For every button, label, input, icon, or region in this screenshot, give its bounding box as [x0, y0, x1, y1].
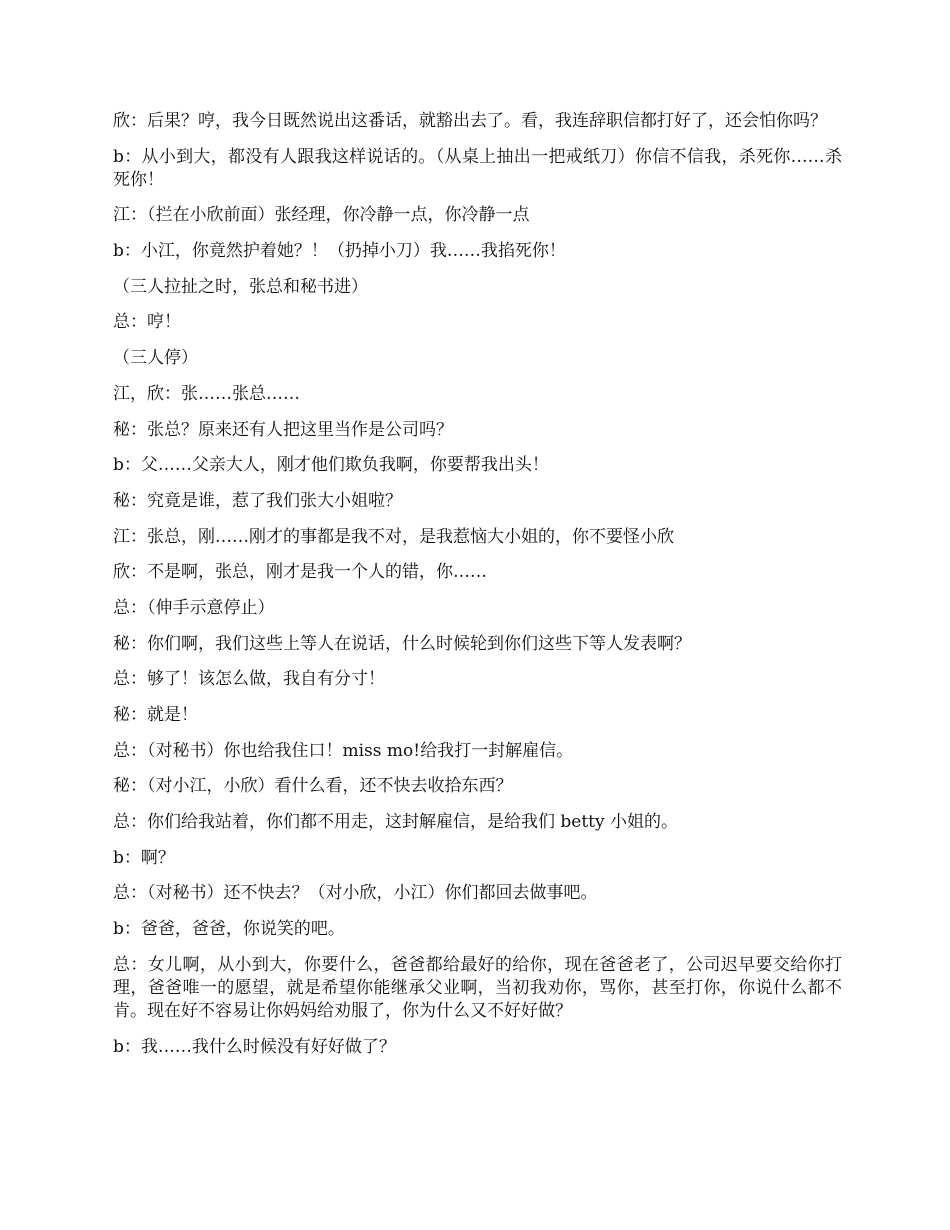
script-line: b：小江，你竟然护着她？！（扔掉小刀）我……我掐死你！ — [113, 241, 566, 262]
script-line: 总：女儿啊，从小到大，你要什么，爸爸都给最好的给你，现在爸爸老了，公司迟早要交给你打理，爸爸唯一的愿望，就是希望你能继承父业啊，当初我劝你，骂你，甚至打你，你说什么都不肯。现在好不容易让你妈妈给劝服了，你为什么又不好好做？ — [113, 954, 842, 1021]
script-line: b：啊？ — [113, 847, 175, 868]
script-line: 江：张总，刚……刚才的事都是我不对，是我惹恼大小姐的，你不要怪小欣 — [113, 526, 674, 547]
script-line: b：我……我什么时候没有好好做了？ — [113, 1036, 396, 1057]
script-line: 秘：你们啊，我们这些上等人在说话，什么时候轮到你们这些下等人发表啊？ — [113, 633, 691, 654]
stage-direction: （三人拉扯之时，张总和秘书进） — [113, 276, 368, 297]
stage-direction: （三人停） — [113, 348, 198, 369]
script-line: b：父……父亲大人，刚才他们欺负我啊，你要帮我出头！ — [113, 455, 549, 476]
script-line: 欣：不是啊，张总，刚才是我一个人的错，你…… — [113, 562, 487, 583]
script-line: b：爸爸，爸爸，你说笑的吧。 — [113, 919, 345, 940]
script-line: b：从小到大，都没有人跟我这样说话的。（从桌上抽出一把戒纸刀）你信不信我，杀死你……杀死你！ — [113, 146, 842, 190]
script-line: 江，欣：张……张总…… — [113, 383, 300, 404]
script-line: 总：（对秘书）你也给我住口！miss mo!给我打一封解雇信。 — [113, 740, 574, 761]
script-line: 江：（拦在小欣前面）张经理，你冷静一点，你冷静一点 — [113, 205, 530, 226]
script-line: 秘：张总？原来还有人把这里当作是公司吗？ — [113, 419, 453, 440]
script-line: 秘：究竟是谁，惹了我们张大小姐啦？ — [113, 490, 402, 511]
script-line: 秘：（对小江，小欣）看什么看，还不快去收拾东西？ — [113, 776, 513, 797]
script-line: 总：（伸手示意停止） — [113, 597, 275, 618]
script-line: 秘：就是！ — [113, 705, 198, 725]
script-line: 总：你们给我站着，你们都不用走，这封解雇信，是给我们 betty 小姐的。 — [113, 812, 679, 833]
script-line: 欣：后果？哼，我今日既然说出这番话，就豁出去了。看，我连辞职信都打好了，还会怕你吗？ — [113, 111, 827, 131]
script-line: 总：（对秘书）还不快去？（对小欣，小江）你们都回去做事吧。 — [113, 883, 598, 904]
script-line: 总：哼！ — [113, 312, 181, 333]
script-line: 总：够了！该怎么做，我自有分寸！ — [113, 669, 385, 690]
